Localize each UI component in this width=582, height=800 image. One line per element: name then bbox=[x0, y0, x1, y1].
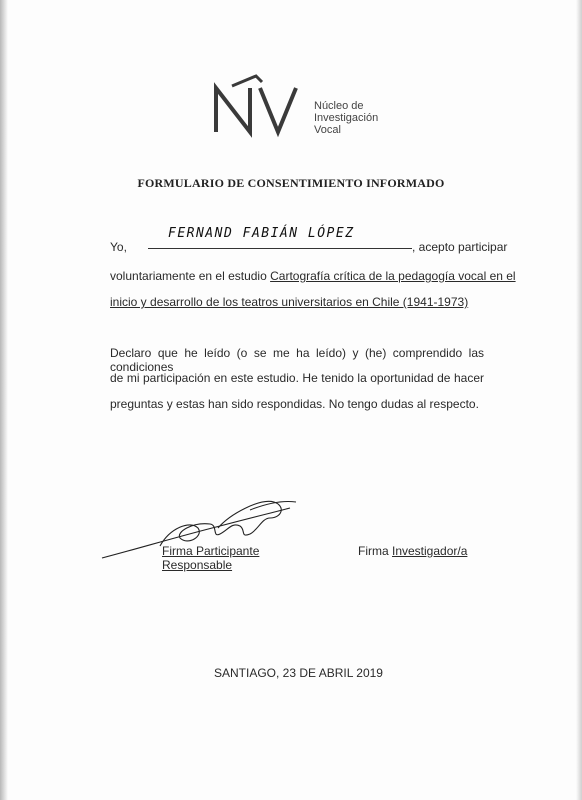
logo-line-3: Vocal bbox=[314, 124, 341, 136]
consent-line-2 bbox=[110, 269, 516, 283]
firma-participante: Firma Participante bbox=[162, 544, 260, 558]
study-title-part-1: Cartografía crítica de la pedagogía vocal en el bbox=[270, 269, 516, 283]
logo-line-2: Investigación bbox=[314, 112, 379, 124]
scan-edge-left bbox=[0, 0, 8, 800]
date-line: SANTIAGO, 23 DE ABRIL 2019 bbox=[214, 666, 383, 680]
logo-line-1: Núcleo de bbox=[314, 100, 364, 112]
declaration-line-2: de mi participación en este estudio. He tenido la oportunidad de hacer bbox=[110, 371, 484, 385]
investigator-underlined: Investigador/a bbox=[392, 544, 468, 558]
nucleo-logo bbox=[210, 72, 390, 142]
declaration-line-3: preguntas y estas han sido respondidas. No tengo dudas al respecto. bbox=[110, 397, 479, 411]
logo-text bbox=[314, 100, 378, 136]
handwritten-name: FERNAND FABIÁN LÓPEZ bbox=[168, 226, 355, 241]
scan-edge-right bbox=[576, 0, 582, 800]
name-underline bbox=[148, 248, 412, 249]
nv-logo-mark bbox=[210, 72, 310, 142]
participant-label-2: Responsable bbox=[162, 558, 233, 572]
yo-label: Yo, bbox=[110, 240, 127, 254]
acepto-text: , acepto participar bbox=[412, 240, 508, 254]
form-title: FORMULARIO DE CONSENTIMIENTO INFORMADO bbox=[137, 176, 445, 190]
declaration-line-1: Declaro que he leído (o se me ha leído) y (he) comprendido las condiciones bbox=[110, 346, 484, 374]
consent-line-2-plain: voluntariamente en el estudio bbox=[110, 269, 271, 283]
investigator-plain: Firma bbox=[358, 544, 392, 558]
participant-label-1 bbox=[162, 544, 259, 558]
investigator-label bbox=[358, 544, 467, 558]
study-title-part-2: inicio y desarrollo de los teatros universitarios en Chile (1941-1973) bbox=[110, 295, 469, 309]
